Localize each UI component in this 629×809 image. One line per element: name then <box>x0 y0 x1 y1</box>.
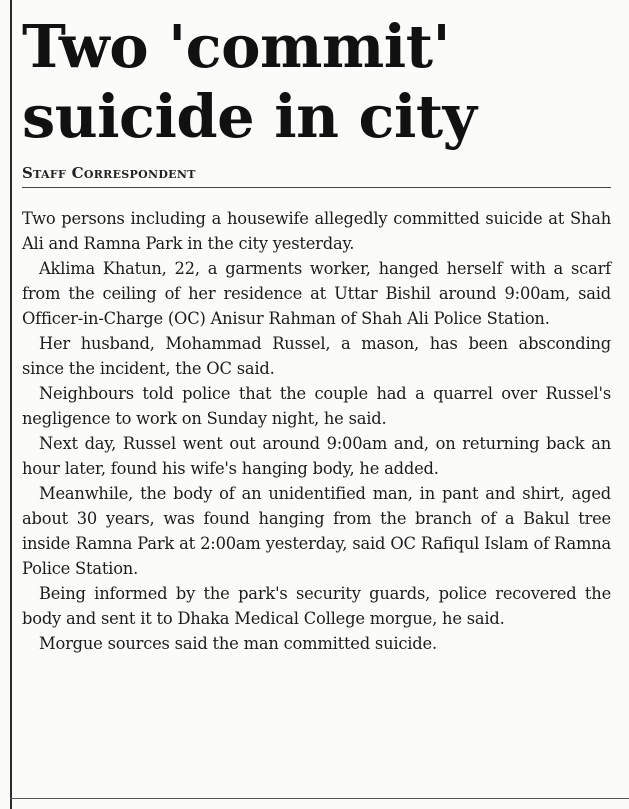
headline-line-2: suicide in city <box>22 82 477 151</box>
headline <box>22 12 611 152</box>
news-article <box>22 12 611 656</box>
column-rule-bottom <box>10 798 629 799</box>
paragraph: Her husband, Mohammad Russel, a mason, has been absconding since the incident, the OC said. <box>22 334 611 378</box>
byline: Staff Correspondent <box>22 164 196 182</box>
column-rule-left <box>10 0 12 809</box>
article-body <box>22 206 611 656</box>
paragraph: Neighbours told police that the couple had a quarrel over Russel's negligence to work on Sunday night, he said. <box>22 384 611 428</box>
paragraph: Being informed by the park's security guards, police recovered the body and sent it to Dhaka Medical College morgue, he said. <box>22 584 611 628</box>
paragraph: Aklima Khatun, 22, a garments worker, hanged herself with a scarf from the ceiling of her residence at Uttar Bishil around 9:00am, said Officer-in-Charge (OC) Anisur Rahman of Shah Ali Police Station. <box>22 259 611 328</box>
paragraph: Morgue sources said the man committed suicide. <box>39 634 437 653</box>
headline-line-1: Two 'commit' <box>22 12 451 81</box>
paragraph: Next day, Russel went out around 9:00am and, on returning back an hour later, found his wife's hanging body, he added. <box>22 434 611 478</box>
paragraph: Meanwhile, the body of an unidentified man, in pant and shirt, aged about 30 years, was found hanging from the branch of a Bakul tree inside Ramna Park at 2:00am yesterday, said OC Rafiqul Islam of Ramna Police Station. <box>22 484 611 578</box>
paragraph: Two persons including a housewife allegedly committed suicide at Shah Ali and Ramna Park in the city yesterday. <box>22 209 611 253</box>
byline-rule <box>22 164 611 188</box>
